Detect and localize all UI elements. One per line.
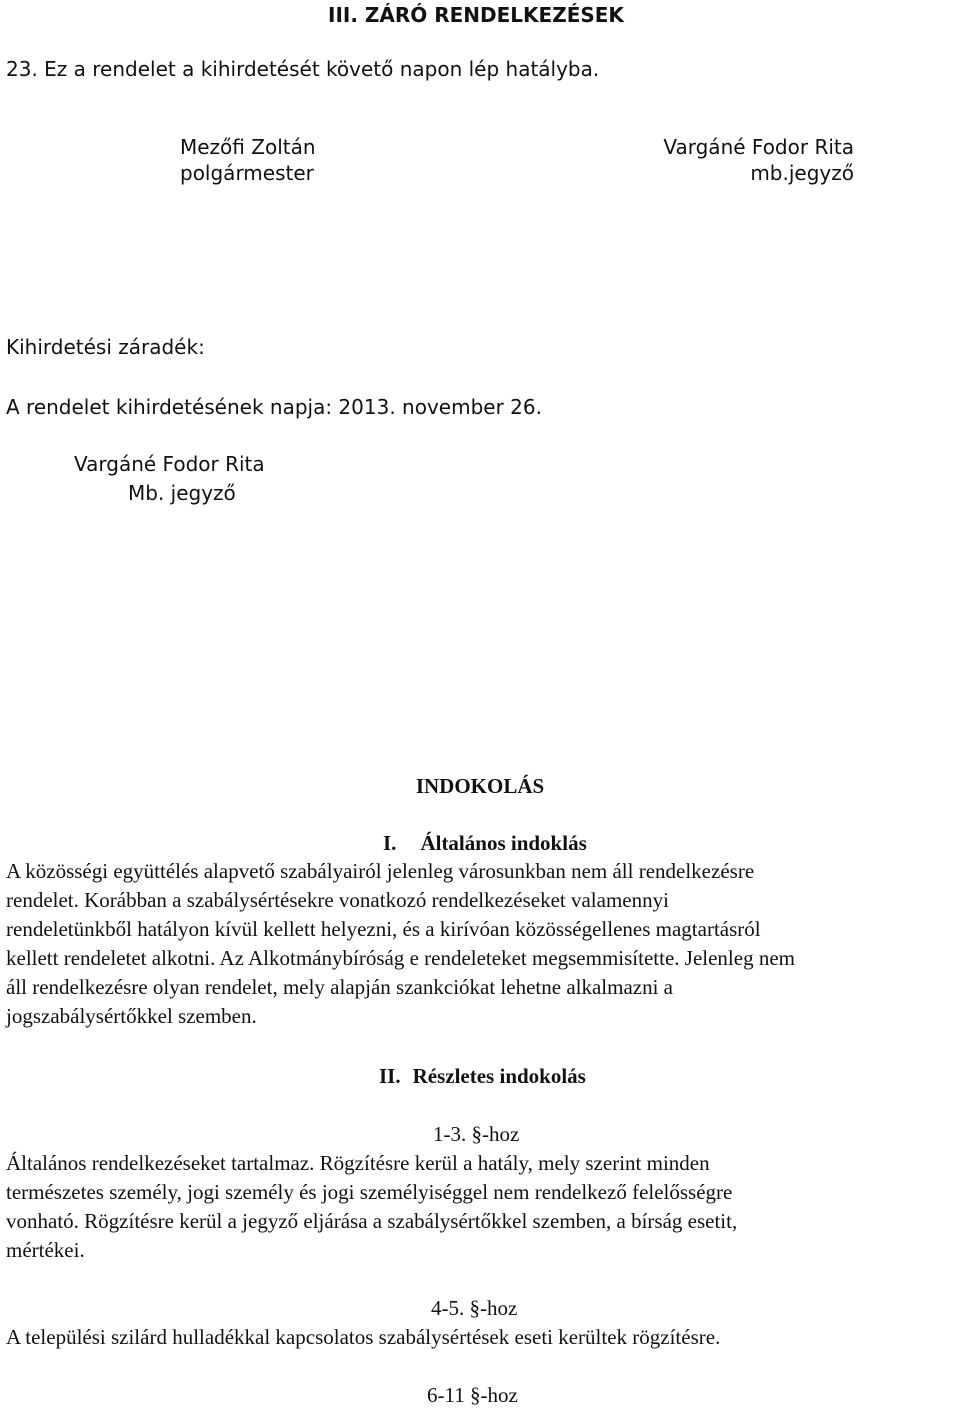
announcement-signer-title: Mb. jegyző bbox=[128, 481, 236, 505]
closing-provisions-heading: III. ZÁRÓ RENDELKEZÉSEK bbox=[328, 3, 624, 27]
general-justification-heading bbox=[383, 829, 587, 858]
mayor-title: polgármester bbox=[180, 161, 314, 185]
announcement-date: A rendelet kihirdetésének napja: 2013. november 26. bbox=[6, 395, 542, 419]
section-ref: 4-5. §-hoz bbox=[431, 1296, 518, 1320]
general-justification-text bbox=[6, 857, 956, 1031]
section-line: mértékei. bbox=[6, 1238, 85, 1262]
general-line: rendelet. Korábban a szabálysértésekre vonatkozó rendelkezéseket valamennyi bbox=[6, 888, 669, 912]
detailed-justification-heading bbox=[379, 1062, 586, 1091]
general-line: rendeletünkből hatályon kívül kellett helyezni, és a kirívóan közösségellenes magtartásról bbox=[6, 917, 761, 941]
section-text bbox=[6, 1149, 956, 1265]
section-text bbox=[6, 1323, 956, 1352]
general-line: jogszabálysértőkkel szemben. bbox=[6, 1004, 257, 1028]
general-line: kellett rendeletet alkotni. Az Alkotmánybíróság e rendeleteket megsemmisítette. Jelenleg nem bbox=[6, 946, 795, 970]
section-line: vonható. Rögzítésre kerül a jegyző eljárása a szabálysértőkkel szemben, a bírság esetit, bbox=[6, 1209, 738, 1233]
justification-title: INDOKOLÁS bbox=[415, 774, 545, 798]
section-ref: 6-11 §-hoz bbox=[427, 1383, 518, 1407]
detailed-title: Részletes indokolás bbox=[412, 1064, 586, 1088]
general-number: I. bbox=[383, 831, 397, 855]
general-line: A közösségi együttélés alapvető szabályairól jelenleg városunkban nem áll rendelkezésre bbox=[6, 859, 755, 883]
section-ref: 1-3. §-hoz bbox=[433, 1122, 520, 1146]
announcement-signer-name: Vargáné Fodor Rita bbox=[74, 452, 265, 476]
notary-title: mb.jegyző bbox=[750, 161, 854, 185]
general-line: áll rendelkezésre olyan rendelet, mely alapján szankciókat lehetne alkalmazni a bbox=[6, 975, 674, 999]
mayor-name: Mezőfi Zoltán bbox=[180, 135, 316, 159]
section-line: A települési szilárd hulladékkal kapcsolatos szabálysértések eseti kerültek rögzítésre. bbox=[6, 1325, 721, 1349]
notary-name: Vargáné Fodor Rita bbox=[663, 135, 854, 159]
detailed-number: II. bbox=[379, 1064, 401, 1088]
general-title: Általános indoklás bbox=[420, 831, 587, 855]
section-line: természetes személy, jogi személy és jogi személyiséggel nem rendelkező felelősségre bbox=[6, 1180, 733, 1204]
announcement-label: Kihirdetési záradék: bbox=[6, 335, 205, 359]
article-23: 23. Ez a rendelet a kihirdetését követő napon lép hatályba. bbox=[6, 57, 600, 81]
section-line: Általános rendelkezéseket tartalmaz. Rögzítésre kerül a hatály, mely szerint minden bbox=[6, 1151, 710, 1175]
